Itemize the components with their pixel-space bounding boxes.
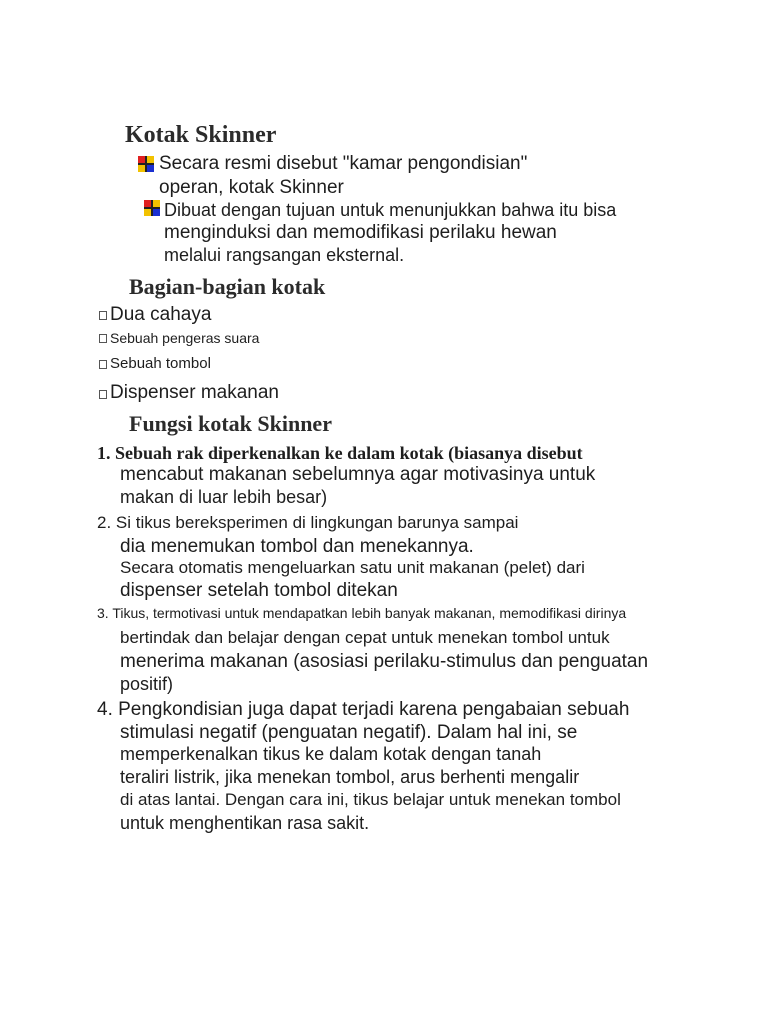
square-bullet-icon bbox=[99, 390, 107, 399]
function-line: positif) bbox=[120, 674, 174, 694]
intro-line: operan, kotak Skinner bbox=[159, 177, 344, 198]
function-line: menerima makanan (asosiasi perilaku-stimulus dan penguatan bbox=[120, 651, 649, 672]
cross-bullet-icon bbox=[144, 200, 160, 216]
square-bullet-icon bbox=[99, 311, 107, 320]
function-line: 3. Tikus, termotivasi untuk mendapatkan lebih banyak makanan, memodifikasi dirinya bbox=[97, 605, 627, 621]
cross-bullet-icon bbox=[138, 156, 154, 172]
function-line: makan di luar lebih besar) bbox=[120, 487, 328, 507]
function-line: di atas lantai. Dengan cara ini, tikus belajar untuk menekan tombol bbox=[120, 790, 621, 809]
intro-line: Secara resmi disebut "kamar pengondisian" bbox=[159, 153, 528, 174]
list-item: Dispenser makanan bbox=[110, 382, 279, 403]
list-item: Dua cahaya bbox=[110, 304, 212, 325]
function-line: 2. Si tikus bereksperimen di lingkungan barunya sampai bbox=[97, 513, 519, 532]
square-bullet-icon bbox=[99, 334, 107, 343]
intro-line: Dibuat dengan tujuan untuk menunjukkan bahwa itu bisa bbox=[164, 200, 617, 220]
intro-line: menginduksi dan memodifikasi perilaku hewan bbox=[164, 222, 557, 243]
function-line: Secara otomatis mengeluarkan satu unit makanan (pelet) dari bbox=[120, 558, 585, 577]
list-item: Sebuah tombol bbox=[110, 355, 211, 372]
function-line: 1. Sebuah rak diperkenalkan ke dalam kotak (biasanya disebut bbox=[97, 443, 583, 463]
page-title: Kotak Skinner bbox=[125, 122, 277, 148]
function-line: dispenser setelah tombol ditekan bbox=[120, 580, 398, 601]
function-line: untuk menghentikan rasa sakit. bbox=[120, 813, 370, 833]
function-line: memperkenalkan tikus ke dalam kotak dengan tanah bbox=[120, 744, 542, 764]
section-title: Bagian-bagian kotak bbox=[129, 274, 326, 299]
section-title: Fungsi kotak Skinner bbox=[129, 411, 332, 436]
function-line: teraliri listrik, jika menekan tombol, arus berhenti mengalir bbox=[120, 767, 580, 787]
function-line: stimulasi negatif (penguatan negatif). Dalam hal ini, se bbox=[120, 722, 578, 743]
function-line: mencabut makanan sebelumnya agar motivasinya untuk bbox=[120, 464, 596, 485]
function-line: bertindak dan belajar dengan cepat untuk menekan tombol untuk bbox=[120, 628, 610, 647]
function-line: dia menemukan tombol dan menekannya. bbox=[120, 536, 474, 557]
function-line: 4. Pengkondisian juga dapat terjadi karena pengabaian sebuah bbox=[97, 699, 630, 720]
list-item: Sebuah pengeras suara bbox=[110, 330, 260, 346]
square-bullet-icon bbox=[99, 360, 107, 369]
intro-line: melalui rangsangan eksternal. bbox=[164, 245, 405, 265]
